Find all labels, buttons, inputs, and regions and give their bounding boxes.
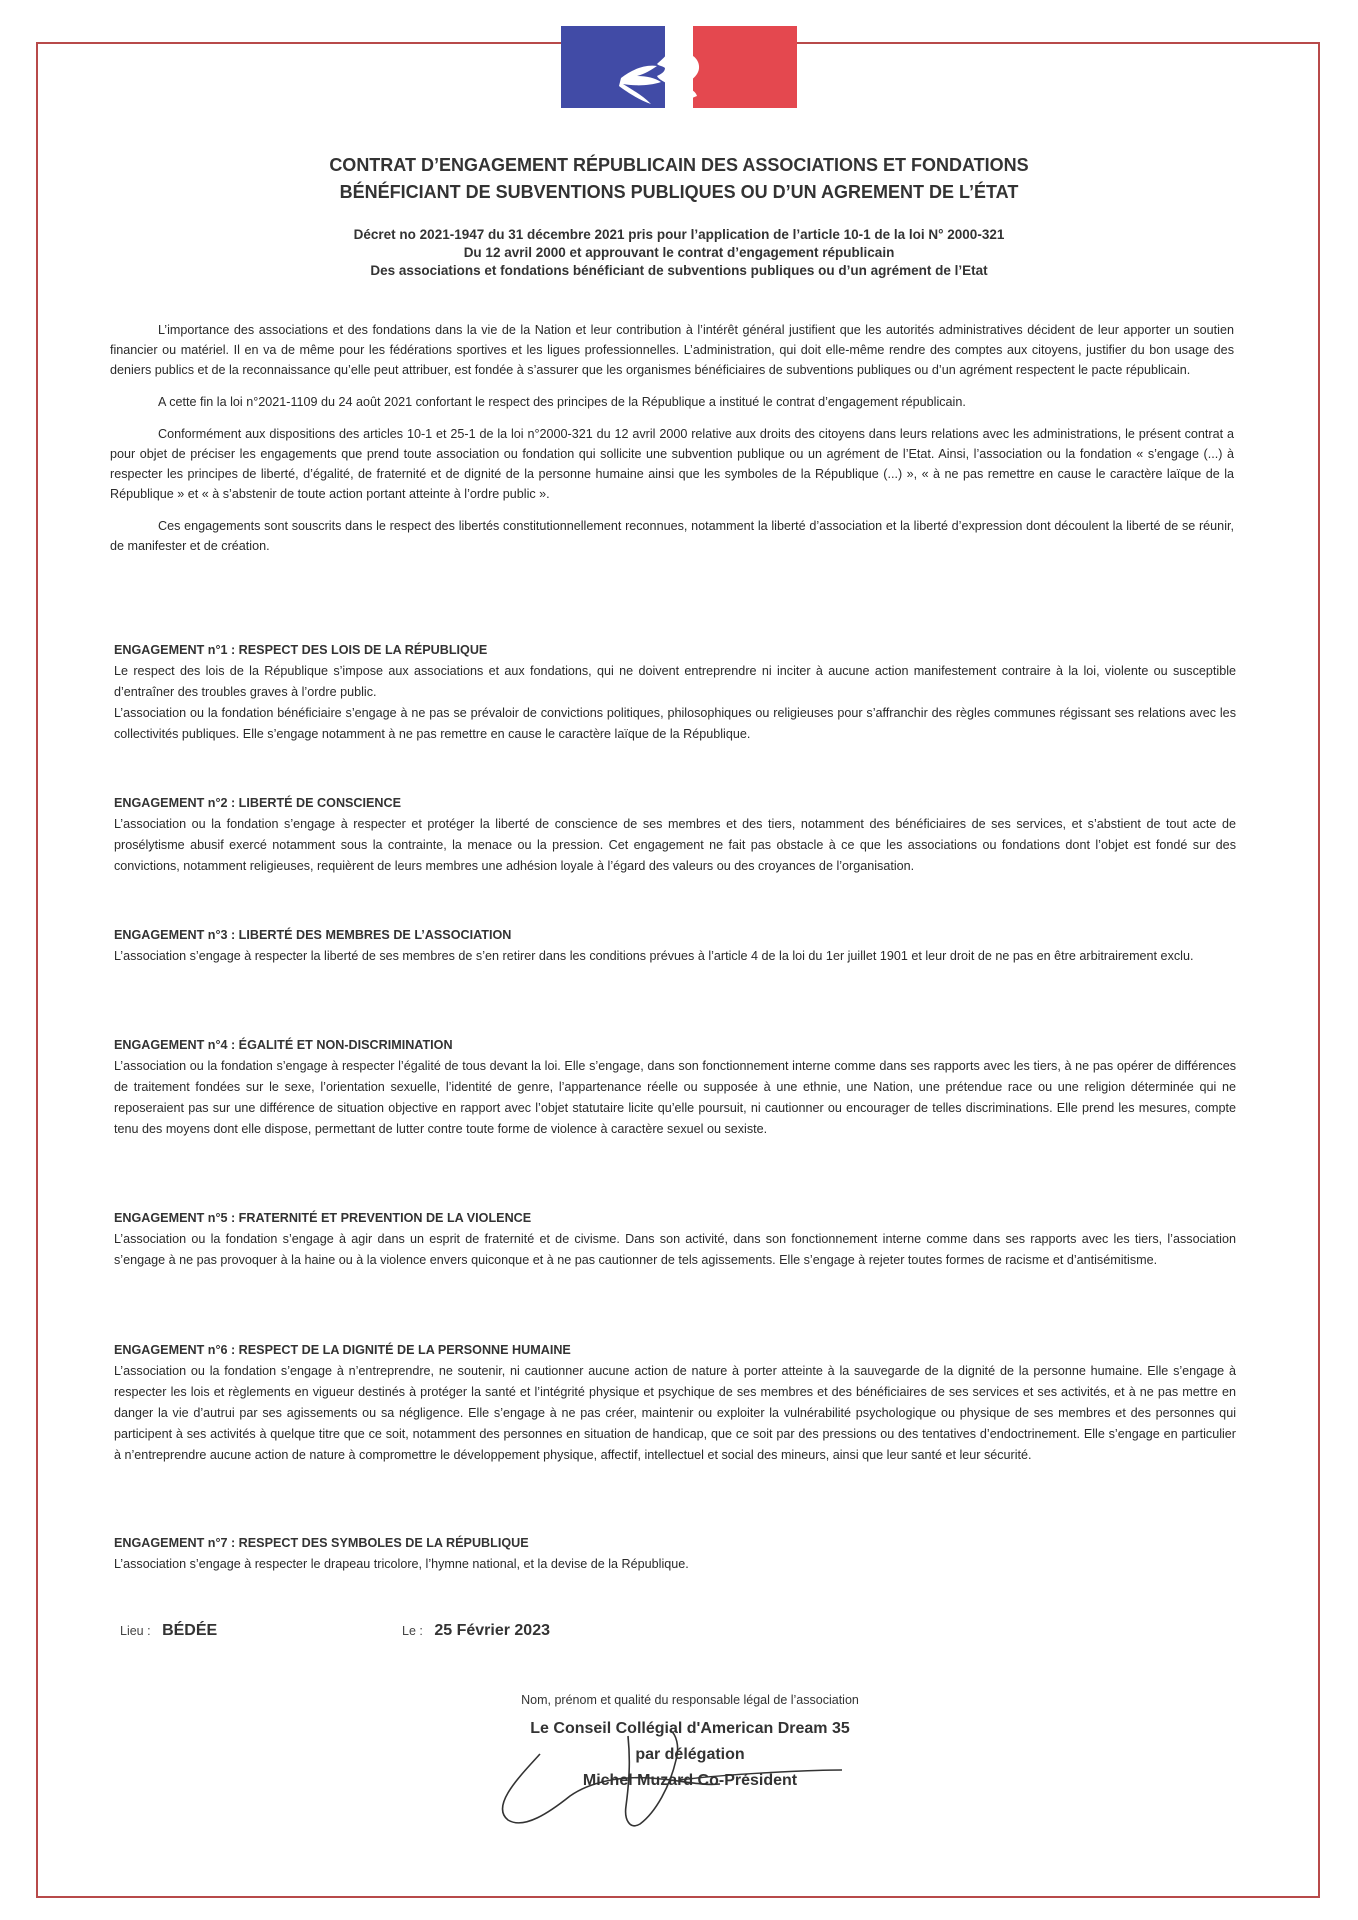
handwritten-signature (480, 1716, 860, 1836)
preamble-paragraph: Conformément aux dispositions des articles 10-1 et 25-1 de la loi n°2000-321 du 12 avril 2000 relative aux droits des citoyens dans leurs relations avec les administrations, le présent contrat a pour objet de préciser les engagements que prend toute association ou fondation qui sollicite une subvention publique ou un agrément de l’Etat. Ainsi, l’association ou la fondation « s’engage (...) à respecter les principes de liberté, d’égalité, de fraternité et de dignité de la personne humaine ainsi que les symboles de la République (...) », « à ne pas remettre en cause le caractère laïque de la République » et « à s’abstenir de toute action portant atteinte à l’ordre public ». (110, 427, 1234, 501)
decree-line-3: Des associations et fondations bénéficiant de subventions publiques ou d’un agrément de l’Etat (370, 263, 988, 278)
engagement-heading: ENGAGEMENT n°7 : RESPECT DES SYMBOLES DE LA RÉPUBLIQUE (114, 1536, 529, 1550)
signatory-line-3: Michel Muzard Co-Président (582, 1772, 798, 1789)
engagement-5 (114, 1208, 1236, 1271)
preamble-paragraph: L’importance des associations et des fondations dans la vie de la Nation et leur contribution à l’intérêt général justifient que les autorités administratives décident de leur apporter un soutien financier ou matériel. Il en va de même pour les fédérations sportives et les ligues professionnelles. L’administration, qui doit elle-même rendre des comptes aux citoyens, justifier du bon usage des deniers publics et de la reconnaissance qu’elle peut attribuer, est fondée à s’assurer que les organismes bénéficiaires de subventions publiques ou d’un agrément respectent le pacte républicain. (110, 323, 1234, 377)
date-field (402, 1622, 550, 1640)
preamble-paragraph: A cette fin la loi n°2021-1109 du 24 août 2021 confortant le respect des principes de la République a institué le contrat d’engagement républicain. (158, 395, 966, 409)
engagement-heading: ENGAGEMENT n°3 : LIBERTÉ DES MEMBRES DE L’ASSOCIATION (114, 928, 512, 942)
date-label: Le : (402, 1624, 423, 1638)
engagement-6 (114, 1340, 1236, 1466)
place-label: Lieu : (120, 1624, 151, 1638)
decree-line-1: Décret no 2021-1947 du 31 décembre 2021 pris pour l’application de l’article 10-1 de la loi N° 2000-321 (353, 227, 1005, 242)
marianne-profile-icon (561, 26, 797, 108)
place-value: BÉDÉE (162, 1622, 218, 1639)
place-field (120, 1622, 217, 1640)
date-value: 25 Février 2023 (434, 1622, 550, 1639)
signatory-caption: Nom, prénom et qualité du responsable légal de l’association (521, 1693, 859, 1707)
engagement-2 (114, 793, 1236, 877)
engagement-heading: ENGAGEMENT n°6 : RESPECT DE LA DIGNITÉ DE LA PERSONNE HUMAINE (114, 1343, 571, 1357)
engagement-heading: ENGAGEMENT n°2 : LIBERTÉ DE CONSCIENCE (114, 796, 402, 810)
engagement-heading: ENGAGEMENT n°5 : FRATERNITÉ ET PREVENTION DE LA VIOLENCE (114, 1211, 532, 1225)
engagement-text: L’association ou la fondation s’engage à respecter l’égalité de tous devant la loi. Elle s’engage, dans son fonctionnement interne comme dans ses rapports avec les tiers, à ne pas opérer de différences de traitement fondées sur le sexe, l’orientation sexuelle, l’identité de genre, l’appartenance réelle ou supposée à une ethnie, une Nation, une prétendue race ou une religion déterminée qui ne reposeraient pas sur une différence de situation objective en rapport avec l’objet statutaire licite qu’elle poursuit, ni cautionner ou encourager de telles discriminations. Elle prend les mesures, compte tenu des moyens dont elle dispose, permettant de lutter contre toute forme de violence à caractère sexuel ou sexiste. (114, 1059, 1236, 1136)
marianne-logo (561, 26, 797, 108)
engagement-text: L’association ou la fondation s’engage à respecter et protéger la liberté de conscience de ses membres et des tiers, notamment des bénéficiaires de ses services, et s’abstient de tout acte de prosélytisme abusif exercé notamment sous la contrainte, la menace ou la pression. Cet engagement ne fait pas obstacle à ce que les associations ou fondations dont l’objet est fondé sur des convictions, notamment religieuses, requièrent de leurs membres une adhésion loyale à l’égard des valeurs ou des croyances de l’organisation. (114, 817, 1236, 873)
engagement-text: L’association ou la fondation s’engage à agir dans un esprit de fraternité et de civisme. Dans son activité, dans son fonctionnement interne comme dans ses rapports avec les tiers, l’association s’engage à ne pas provoquer à la haine ou à la violence envers quiconque et à ne pas cautionner de tels agissements. Elle s’engage à rejeter toutes formes de racisme et d’antisémitisme. (114, 1232, 1236, 1267)
signatory-line-2: par délégation (635, 1746, 745, 1763)
engagement-4 (114, 1035, 1236, 1140)
engagement-7 (114, 1533, 1236, 1575)
engagement-text: L’association s’engage à respecter le drapeau tricolore, l’hymne national, et la devise de la République. (114, 1557, 689, 1571)
decree-line-2: Du 12 avril 2000 et approuvant le contrat d’engagement républicain (463, 245, 895, 260)
preamble-paragraph: Ces engagements sont souscrits dans le respect des libertés constitutionnellement reconnues, notamment la liberté d’association et la liberté d’expression dont découlent la liberté de se réunir, de manifester et de création. (110, 519, 1234, 553)
engagement-1 (114, 640, 1236, 745)
signatory-line-1: Le Conseil Collégial d'American Dream 35 (530, 1720, 850, 1737)
engagement-3 (114, 925, 1236, 967)
engagement-text: Le respect des lois de la République s’impose aux associations et aux fondations, qui ne doivent entreprendre ni inciter à aucune action manifestement contraire à la loi, violente ou susceptible d’entraîner des troubles graves à l’ordre public. (114, 664, 1236, 699)
engagement-heading: ENGAGEMENT n°4 : ÉGALITÉ ET NON-DISCRIMINATION (114, 1038, 453, 1052)
engagement-heading: ENGAGEMENT n°1 : RESPECT DES LOIS DE LA RÉPUBLIQUE (114, 643, 488, 657)
engagement-text: L’association ou la fondation s’engage à n’entreprendre, ne soutenir, ni cautionner aucune action de nature à porter atteinte à la sauvegarde de la dignité de la personne humaine. Elle s’engage à respecter les lois et règlements en vigueur destinés à protéger la santé et l’intégrité physique et psychique de ses membres et des bénéficiaires de ses services et ses activités, et à ne pas mettre en danger la vie d’autrui par ses agissements ou sa négligence. Elle s’engage à ne pas créer, maintenir ou exploiter la vulnérabilité psychologique ou physique de ses membres et des personnes qui participent à ses activités à quelque titre que ce soit, notamment des personnes en situation de handicap, que ce soit par des pressions ou des tentatives d’endoctrinement. Elle s’engage en particulier à n’entreprendre aucune action de nature à compromettre le développement physique, affectif, intellectuel et social des mineurs, ainsi que leur santé et leur sécurité. (114, 1364, 1236, 1462)
engagement-text: L’association ou la fondation bénéficiaire s’engage à ne pas se prévaloir de convictions politiques, philosophiques ou religieuses pour s’affranchir des règles communes régissant ses relations avec les collectivités publiques. Elle s’engage notamment à ne pas remettre en cause le caractère laïque de la République. (114, 706, 1236, 741)
document-title (150, 152, 1208, 206)
title-line-1: CONTRAT D’ENGAGEMENT RÉPUBLICAIN DES ASSOCIATIONS ET FONDATIONS (329, 155, 1029, 175)
preamble (110, 320, 1234, 568)
engagement-text: L’association s’engage à respecter la liberté de ses membres de s’en retirer dans les conditions prévues à l’article 4 de la loi du 1er juillet 1901 et leur droit de ne pas en être arbitrairement exclu. (114, 949, 1194, 963)
title-line-2: BÉNÉFICIANT DE SUBVENTIONS PUBLIQUES OU D’UN AGREMENT DE L’ÉTAT (339, 182, 1019, 202)
decree-reference (150, 226, 1208, 280)
